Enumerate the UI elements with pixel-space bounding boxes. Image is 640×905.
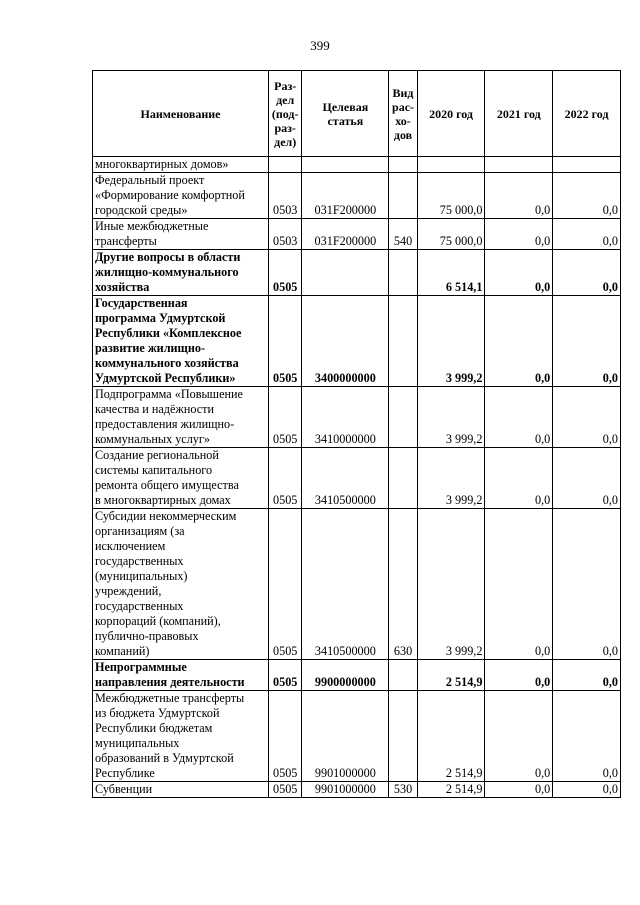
header-2022: 2022 год	[553, 71, 621, 157]
cell-y2020: 2 514,9	[417, 660, 485, 691]
cell-y2020: 3 999,2	[417, 509, 485, 660]
cell-y2020: 75 000,0	[417, 219, 485, 250]
cell-razdel: 0505	[269, 448, 302, 509]
cell-y2021: 0,0	[485, 448, 553, 509]
cell-vid	[389, 157, 417, 173]
cell-celevaya: 3410000000	[302, 387, 389, 448]
cell-y2020: 3 999,2	[417, 296, 485, 387]
cell-celevaya: 3410500000	[302, 509, 389, 660]
cell-y2020: 3 999,2	[417, 448, 485, 509]
cell-y2021	[485, 157, 553, 173]
table-row	[93, 782, 621, 798]
cell-name: Подпрограмма «Повышение качества и надёжности предоставления жилищно- коммунальных услуг»	[93, 387, 269, 448]
cell-celevaya: 9900000000	[302, 660, 389, 691]
cell-name: Федеральный проект «Формирование комфортной городской среды»	[93, 173, 269, 219]
cell-razdel: 0505	[269, 509, 302, 660]
cell-y2021: 0,0	[485, 173, 553, 219]
header-razdel	[269, 71, 302, 157]
header-celevaya	[302, 71, 389, 157]
cell-vid: 530	[389, 782, 417, 798]
cell-y2021: 0,0	[485, 509, 553, 660]
cell-celevaya	[302, 250, 389, 296]
table-row	[93, 660, 621, 691]
cell-y2022: 0,0	[553, 660, 621, 691]
cell-name: Другие вопросы в области жилищно-коммунального хозяйства	[93, 250, 269, 296]
cell-razdel: 0505	[269, 660, 302, 691]
budget-table	[92, 70, 621, 798]
table-row	[93, 387, 621, 448]
cell-celevaya: 9901000000	[302, 691, 389, 782]
cell-y2022: 0,0	[553, 387, 621, 448]
table-row	[93, 157, 621, 173]
table-row	[93, 296, 621, 387]
cell-vid	[389, 660, 417, 691]
table-row	[93, 219, 621, 250]
cell-vid: 540	[389, 219, 417, 250]
table-row	[93, 250, 621, 296]
cell-y2020: 3 999,2	[417, 387, 485, 448]
cell-razdel: 0503	[269, 173, 302, 219]
cell-vid	[389, 173, 417, 219]
page-number: 399	[310, 38, 330, 53]
cell-name: Создание региональной системы капитального ремонта общего имущества в многоквартирных домах	[93, 448, 269, 509]
cell-y2022: 0,0	[553, 509, 621, 660]
cell-y2020: 6 514,1	[417, 250, 485, 296]
cell-vid: 630	[389, 509, 417, 660]
cell-name: Иные межбюджетные трансферты	[93, 219, 269, 250]
cell-y2022: 0,0	[553, 296, 621, 387]
cell-name: Субвенции	[93, 782, 269, 798]
table-header-row	[93, 71, 621, 157]
cell-vid	[389, 250, 417, 296]
cell-vid	[389, 296, 417, 387]
cell-razdel: 0505	[269, 782, 302, 798]
cell-razdel: 0505	[269, 691, 302, 782]
cell-razdel: 0505	[269, 296, 302, 387]
header-name: Наименование	[93, 71, 269, 157]
cell-vid	[389, 387, 417, 448]
table-row	[93, 691, 621, 782]
cell-celevaya: 3410500000	[302, 448, 389, 509]
cell-y2021: 0,0	[485, 387, 553, 448]
cell-y2020: 2 514,9	[417, 691, 485, 782]
cell-name: многоквартирных домов»	[93, 157, 269, 173]
cell-vid	[389, 691, 417, 782]
cell-celevaya: 3400000000	[302, 296, 389, 387]
cell-y2022: 0,0	[553, 782, 621, 798]
cell-celevaya: 031F200000	[302, 219, 389, 250]
cell-vid	[389, 448, 417, 509]
header-razdel-text: Раз- дел (под- раз- дел)	[271, 78, 299, 149]
header-2020: 2020 год	[417, 71, 485, 157]
table-row	[93, 173, 621, 219]
header-2021: 2021 год	[485, 71, 553, 157]
cell-y2021: 0,0	[485, 219, 553, 250]
cell-y2020: 2 514,9	[417, 782, 485, 798]
table-row	[93, 509, 621, 660]
cell-celevaya: 9901000000	[302, 782, 389, 798]
header-celevaya-text: Целевая статья	[322, 99, 369, 128]
cell-y2020	[417, 157, 485, 173]
header-vid	[389, 71, 417, 157]
cell-razdel: 0505	[269, 250, 302, 296]
cell-y2021: 0,0	[485, 691, 553, 782]
cell-razdel: 0503	[269, 219, 302, 250]
cell-razdel: 0505	[269, 387, 302, 448]
cell-name: Межбюджетные трансферты из бюджета Удмуртской Республики бюджетам муниципальных образований в Удмуртской Республике	[93, 691, 269, 782]
cell-y2021: 0,0	[485, 296, 553, 387]
cell-y2022: 0,0	[553, 173, 621, 219]
cell-y2021: 0,0	[485, 250, 553, 296]
cell-y2022: 0,0	[553, 448, 621, 509]
cell-name: Субсидии некоммерческим организациям (за исключением государственных (муниципальных) учреждений, государственных корпораций (компаний), публично-правовых компаний)	[93, 509, 269, 660]
table-row	[93, 448, 621, 509]
cell-y2021: 0,0	[485, 782, 553, 798]
cell-celevaya	[302, 157, 389, 173]
cell-y2020: 75 000,0	[417, 173, 485, 219]
cell-y2022: 0,0	[553, 691, 621, 782]
cell-y2021: 0,0	[485, 660, 553, 691]
cell-y2022: 0,0	[553, 250, 621, 296]
cell-y2022: 0,0	[553, 219, 621, 250]
cell-name: Непрограммные направления деятельности	[93, 660, 269, 691]
cell-razdel	[269, 157, 302, 173]
header-vid-text: Вид рас- хо- дов	[392, 85, 415, 142]
cell-name: Государственная программа Удмуртской Республики «Комплексное развитие жилищно- коммунального хозяйства Удмуртской Республики»	[93, 296, 269, 387]
cell-celevaya: 031F200000	[302, 173, 389, 219]
cell-y2022	[553, 157, 621, 173]
